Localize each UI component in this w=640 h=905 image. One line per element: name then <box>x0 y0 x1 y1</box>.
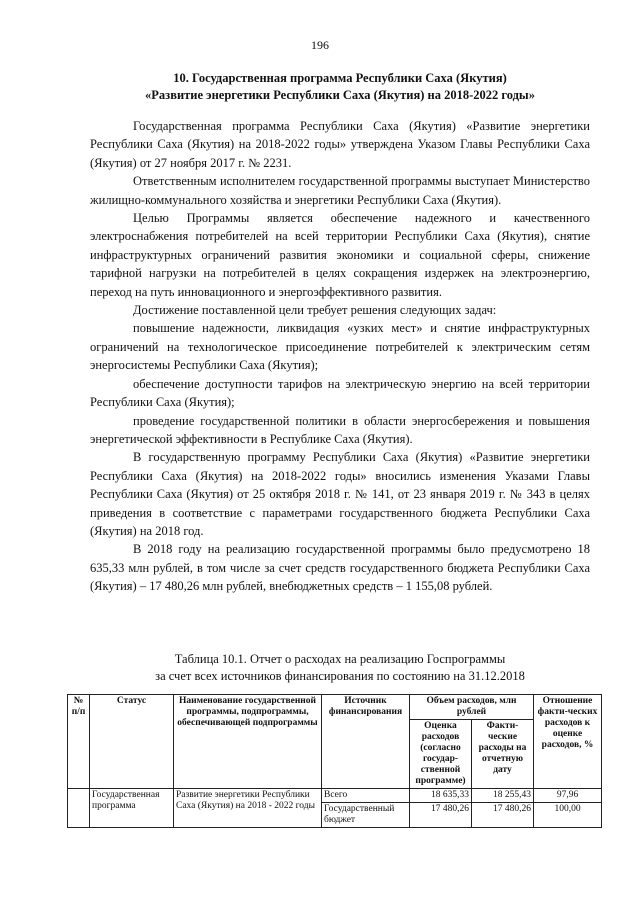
list-item: проведение государственной политики в области энергосбережения и повышения энергетической эффективности в Республике Саха (Якутия). <box>90 413 590 446</box>
cell-ratio: 100,00 <box>534 803 602 828</box>
header-source: Источник финансирования <box>322 695 410 789</box>
list-item: обеспечение доступности тарифов на электрическую энергию на всей территории Республики Саха (Якутия); <box>90 376 590 410</box>
cell-actual: 17 480,26 <box>472 803 534 828</box>
paragraph: В 2018 году на реализацию государственной программы было предусмотрено 18 635,33 млн рублей, в том числе за счет средств государственного бюджета Республики Саха (Якутия) – 17 480,26 млн рублей, внебюджетных средств – 1 155,08 рублей. <box>90 542 590 594</box>
cell-source: Государственный бюджет <box>322 803 410 828</box>
expense-report-table <box>67 694 602 828</box>
paragraph: Целью Программы является обеспечение надежного и качественного электроснабжения потребителей на всей территории Республики Саха (Якутия), снятие инфраструктурных ограничений развития экономики и социальной сферы, снижение тарифной нагрузки на потребителей в целях сокращения издержек на электроэнергию, переход на путь инновационного и энергоэффективного развития. <box>90 211 590 299</box>
cell-source: Всего <box>322 789 410 803</box>
list-item: повышение надежности, ликвидация «узких мест» и снятие инфраструктурных ограничений на технологическое присоединение потребителей к электрическим сетям энергосистемы Республики Саха (Якутия); <box>90 321 590 373</box>
table-header-row <box>68 695 602 720</box>
caption-line-2: за счет всех источников финансирования по состоянию на 31.12.2018 <box>155 669 525 683</box>
header-name: Наименование государственной программы, подпрограммы, обеспечивающей подпрограммы <box>174 695 322 789</box>
caption-line-1: Таблица 10.1. Отчет о расходах на реализацию Госпрограммы <box>174 652 506 666</box>
header-ratio: Отношение факти-ческих расходов к оценке расходов, % <box>534 695 602 789</box>
page-number: 196 <box>311 38 329 52</box>
body-text <box>90 117 590 596</box>
cell-actual: 18 255,43 <box>472 789 534 803</box>
paragraph: В государственную программу Республики Саха (Якутия) «Развитие энергетики Республики Саха (Якутия) на 2018-2022 годы» вносились изменения Указами Главы Республики Саха (Якутия) от 25 октября 2018 г. № 141, от 23 января 2019 г. № 343 в целях приведения в соответствие с параметрами государственного бюджета Республики Саха (Якутия) на 2018 год. <box>90 450 590 538</box>
table-caption <box>90 651 590 685</box>
paragraph: Достижение поставленной цели требует решения следующих задач: <box>133 303 497 318</box>
header-num: № п/п <box>68 695 90 789</box>
cell-ratio: 97,96 <box>534 789 602 803</box>
heading-line-2: «Развитие энергетики Республики Саха (Якутия) на 2018-2022 годы» <box>145 88 535 102</box>
header-estimate: Оценка расходов (согласно государ-ственной программе) <box>410 720 472 789</box>
table-row <box>68 789 602 803</box>
header-actual: Факти-ческие расходы на отчетную дату <box>472 720 534 789</box>
cell-name: Развитие энергетики Республики Саха (Якутия) на 2018 - 2022 годы <box>174 789 322 828</box>
paragraph: Государственная программа Республики Саха (Якутия) «Развитие энергетики Республики Саха (Якутия) на 2018-2022 годы» утверждена Указом Главы Республики Саха (Якутия) от 27 ноября 2017 г. № 2231. <box>90 119 590 170</box>
paragraph: Ответственным исполнителем государственной программы выступает Министерство жилищно-коммунального хозяйства и энергетики Республики Саха (Якутия). <box>90 174 590 207</box>
header-status: Статус <box>90 695 174 789</box>
header-volume: Объем расходов, млн рублей <box>410 695 534 720</box>
cell-status: Государственная программа <box>90 789 174 828</box>
cell-num <box>68 789 90 828</box>
section-heading <box>90 70 590 104</box>
cell-estimate: 18 635,33 <box>410 789 472 803</box>
heading-line-1: 10. Государственная программа Республики Саха (Якутия) <box>173 71 507 85</box>
cell-estimate: 17 480,26 <box>410 803 472 828</box>
